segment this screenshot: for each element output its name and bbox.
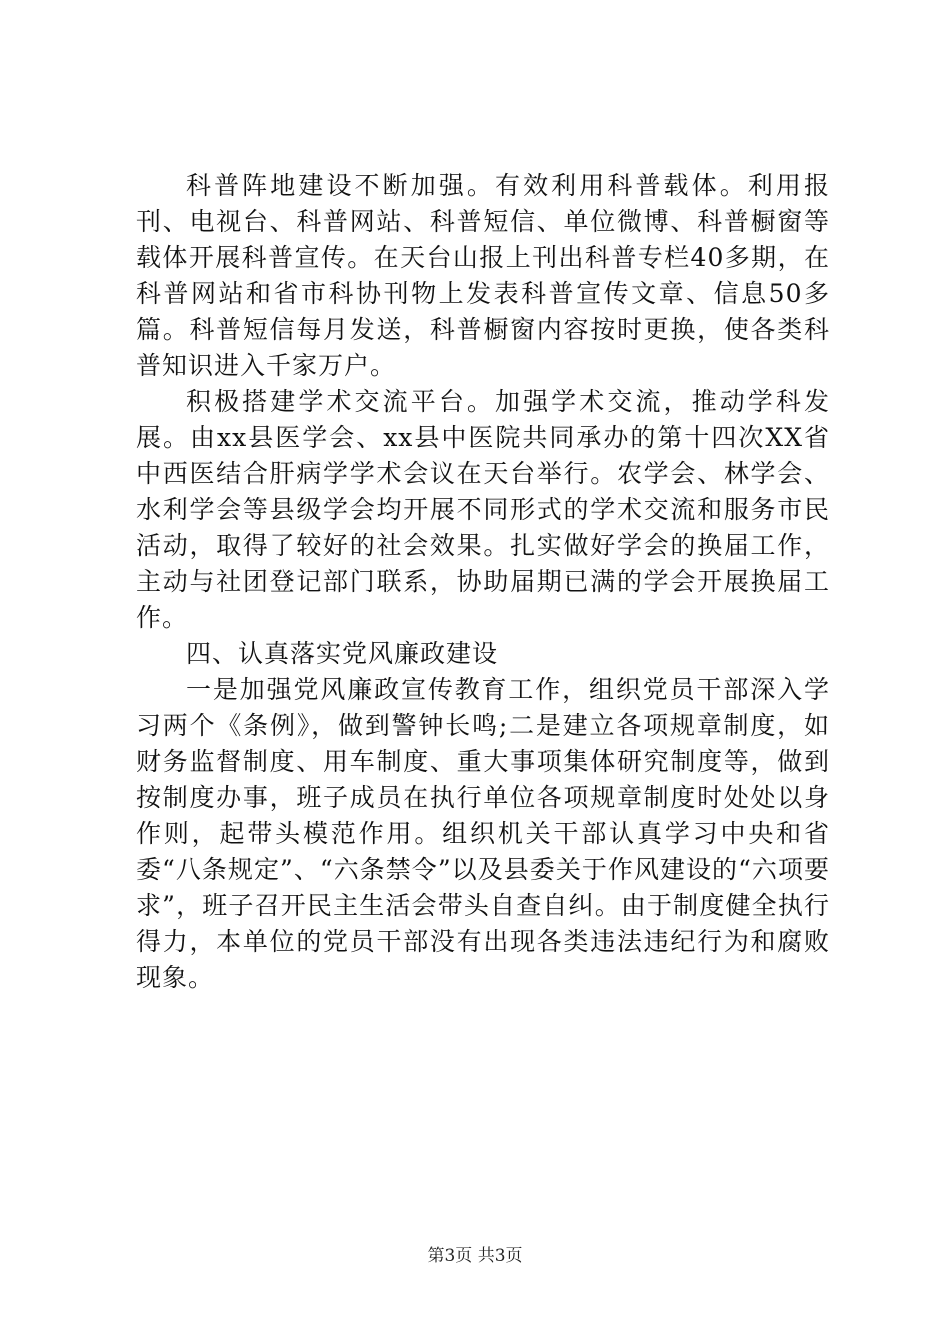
document-body (136, 168, 830, 996)
page-number: 第3页 共3页 (427, 1246, 523, 1266)
paragraph-integrity-building: 一是加强党风廉政宣传教育工作，组织党员干部深入学习两个《条例》，做到警钟长鸣;二是建立各项规章制度，如财务监督制度、用车制度、重大事项集体研究制度等，做到按制度办事，班子成员在执行单位各项规章制度时处处以身作则，起带头模范作用。组织机关干部认真学习中央和省委“八条规定”、“六条禁令”以及县委关于作风建设的“六项要求”，班子召开民主生活会带头自查自纠。由于制度健全执行得力，本单位的党员干部没有出现各类违法违纪行为和腐败现象。 (136, 675, 830, 992)
paragraph-academic-exchange: 积极搭建学术交流平台。加强学术交流，推动学科发展。由xx县医学会、xx县中医院共同承办的第十四次XX省中西医结合肝病学学术会议在天台举行。农学会、林学会、水利学会等县级学会均开展不同形式的学术交流和服务市民活动，取得了较好的社会效果。扎实做好学会的换届工作，主动与社团登记部门联系，协助届期已满的学会开展换届工作。 (136, 387, 830, 632)
section-heading: 四、认真落实党风廉政建设 (186, 639, 499, 668)
paragraph-science-base: 科普阵地建设不断加强。有效利用科普载体。利用报刊、电视台、科普网站、科普短信、单位微博、科普橱窗等载体开展科普宣传。在天台山报上刊出科普专栏40多期，在科普网站和省市科协刊物上发表科普宣传文章、信息50多篇。科普短信每月发送，科普橱窗内容按时更换，使各类科普知识进入千家万户。 (136, 171, 830, 380)
